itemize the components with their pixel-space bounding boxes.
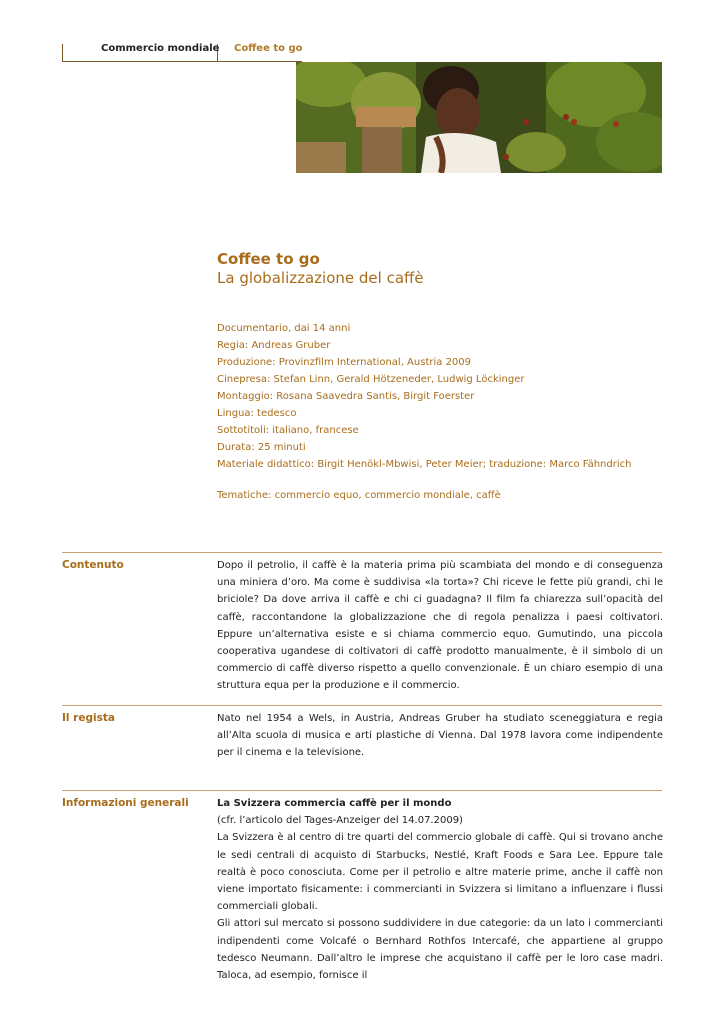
header-underline — [62, 61, 302, 62]
info-label: Informazioni generali — [62, 797, 189, 809]
header-title: Coffee to go — [234, 43, 303, 54]
meta-duration: Durata: 25 minuti — [217, 442, 306, 453]
meta-subtitles: Sottotitoli: italiano, francese — [217, 425, 359, 436]
film-meta-list — [217, 320, 631, 473]
meta-director: Regia: Andreas Gruber — [217, 340, 331, 351]
header-photo — [296, 62, 662, 173]
info-paragraph-1: La Svizzera è al centro di tre quarti del commercio globale di caffè. Qui si trovano anche le sedi centrali di acquisto di Starbucks, Nestlé, Kraft Foods e Sara Lee. Eppure tale realtà è poco conosciuta. Come per il petrolio e altre materie prime, anche il caffè non viene importato fisicamente: i commercianti in Svizzera si limitano a influenzare i flussi commerciali globali. — [217, 832, 663, 913]
info-text — [217, 795, 663, 984]
info-subtitle: La Svizzera commercia caffè per il mondo — [217, 798, 452, 809]
film-subtitle: La globalizzazione del caffè — [217, 269, 424, 287]
section-divider — [62, 552, 662, 553]
content-paragraph: Dopo il petrolio, il caffè è la materia prima più scambiata del mondo e di conseguenza una miniera d’oro. Ma come è suddivisa «la torta»? Chi riceve le fette più grandi, chi le briciole? Da dove arriva il caffè e chi ci guadagna? Il film fa chiarezza sull’opacità del caffè, raccontandone la globalizzazione che di regola penalizza i paesi coltivatori. Eppure un’alternativa esiste e si chiama commercio equo. Gumutindo, una piccola cooperativa ugandese di coltivatori di caffè prodotto manualmente, è il simbolo di un commercio di caffè diverso rispetto a quello convenzionale. È un chiaro esempio di una struttura equa per la produzione e il commercio. — [217, 560, 663, 692]
director-label: Il regista — [62, 712, 115, 724]
header-section: Commercio mondiale — [101, 43, 220, 54]
content-label: Contenuto — [62, 559, 124, 571]
film-title: Coffee to go — [217, 250, 320, 268]
director-text — [217, 710, 663, 762]
info-source: (cfr. l’articolo del Tages-Anzeiger del 14.07.2009) — [217, 815, 463, 827]
meta-editing: Montaggio: Rosana Saavedra Santis, Birgit Foerster — [217, 391, 475, 402]
section-divider — [62, 790, 662, 791]
header-divider-left — [62, 44, 63, 62]
info-paragraph-2: Gli attori sul mercato si possono suddividere in due categorie: da un lato i commercianti indipendenti come Volcafé o Bernhard Rothfos Intercafé, che appartiene al gruppo tedesco Neumann. Dall’altro le imprese che acquistano il caffè per le loro case madri. Taloca, ad esempio, fornisce il — [217, 918, 663, 982]
meta-production: Produzione: Provinzfilm International, Austria 2009 — [217, 357, 472, 368]
meta-camera: Cinepresa: Stefan Linn, Gerald Hötzeneder, Ludwig Löckinger — [217, 374, 525, 385]
director-paragraph: Nato nel 1954 a Wels, in Austria, Andreas Gruber ha studiato sceneggiatura e regia all’Alta scuola di musica e arti plastiche di Vienna. Dal 1978 lavora come indipendente per il cinema e la televisione. — [217, 713, 663, 759]
content-text — [217, 557, 663, 695]
film-themes: Tematiche: commercio equo, commercio mondiale, caffè — [217, 490, 501, 501]
meta-teaching-material: Materiale didattico: Birgit Henökl-Mbwisi, Peter Meier; traduzione: Marco Fähndrich — [217, 459, 632, 470]
meta-language: Lingua: tedesco — [217, 408, 297, 419]
meta-genre: Documentario, dai 14 anni — [217, 323, 351, 334]
section-divider — [62, 705, 662, 706]
